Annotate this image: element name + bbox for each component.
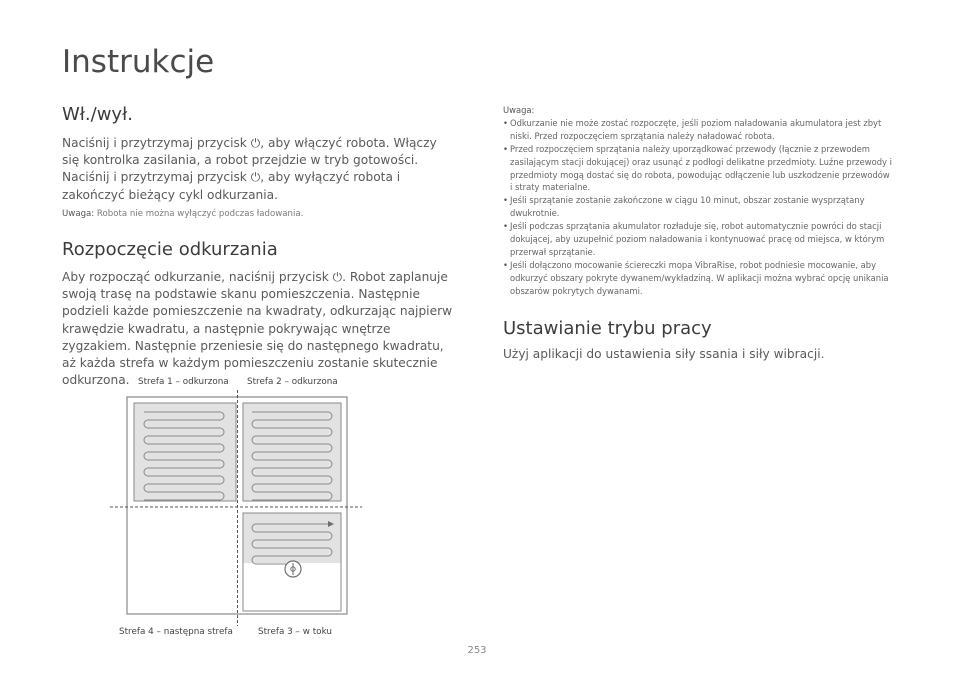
start-cleaning-paragraph bbox=[62, 269, 456, 389]
power-icon: ⏻ bbox=[250, 136, 261, 150]
zone-2-label: Strefa 2 – odkurzona bbox=[247, 377, 338, 387]
on-off-text-1: Naciśnij i przytrzymaj przycisk bbox=[62, 136, 251, 150]
power-icon: ⏻ bbox=[332, 270, 343, 284]
zone-4-label: Strefa 4 – następna strefa bbox=[119, 627, 233, 637]
notes-label: Uwaga: bbox=[503, 105, 535, 115]
on-off-paragraph bbox=[62, 135, 454, 204]
note-item: • Jeśli dołączono mocowanie ściereczki mopa VibraRise, robot podniesie mocowanie, aby odkurzyć obszary pokryte dywanem/wykładziną. W aplikacji można wybrać opcję unikania obszarów pokrytych dywanami. bbox=[503, 259, 893, 298]
heading-start-cleaning: Rozpoczęcie odkurzania bbox=[62, 239, 278, 260]
page-number: 253 bbox=[467, 645, 487, 656]
work-mode-text: Użyj aplikacji do ustawienia siły ssania i siły wibracji. bbox=[503, 347, 825, 361]
zone-1-label: Strefa 1 – odkurzona bbox=[138, 377, 229, 387]
on-off-text-2: , aby włączyć robota. Włączy się kontrolka zasilania, a robot przejdzie w tryb gotowości. Naciśnij i przytrzymaj przycisk bbox=[62, 136, 437, 185]
note-item: • Jeśli sprzątanie zostanie zakończone w ciągu 10 minut, obszar zostanie wysprzątany dwukrotnie. bbox=[503, 194, 893, 220]
notes-block bbox=[503, 104, 893, 298]
cleaning-zones-diagram bbox=[110, 390, 362, 626]
start-text-1: Aby rozpocząć odkurzanie, naciśnij przycisk bbox=[62, 270, 333, 284]
power-icon: ⏻ bbox=[250, 170, 261, 185]
start-text-2: . Robot zaplanuje swoją trasę na podstawie skanu pomieszczenia. Następnie podzieli każde pomieszczenie na kwadraty, odkurzając najpierw krawędzie kwadratu, a następnie pokrywając wnętrze zygzakiem. Następnie przeniesie się do następnego kwadratu, aż każda strefa w każdym pomieszczeniu zostanie skutecznie odkurzona. bbox=[62, 270, 453, 388]
heading-work-mode: Ustawianie trybu pracy bbox=[503, 318, 712, 339]
note-label: Uwaga: bbox=[62, 209, 95, 219]
note-item: • Jeśli podczas sprzątania akumulator rozładuje się, robot automatycznie powróci do stacji dokującej, aby uzupełnić poziom naładowania i kontynuować pracę od miejsca, w którym przerwał sprzątanie. bbox=[503, 220, 893, 259]
on-off-text-3: , aby wyłączyć robota i zakończyć bieżący cykl odkurzania. bbox=[62, 170, 401, 202]
note-text: Robota nie można wyłączyć podczas ładowania. bbox=[94, 209, 304, 219]
notes-list bbox=[503, 117, 893, 298]
heading-on-off: Wł./wył. bbox=[62, 104, 133, 125]
note-item: • Odkurzanie nie może zostać rozpoczęte, jeśli poziom naładowania akumulatora jest zbyt niski. Przed rozpoczęciem sprzątania należy naładować robota. bbox=[503, 117, 893, 143]
note-item: • Przed rozpoczęciem sprzątania należy uporządkować przewody (łącznie z przewodem zasilającym stacji dokującej) oraz usunąć z podłogi delikatne przedmioty. Luźne przewody i przedmioty mogą dostać się do robota, powodując odłączenie lub uszkodzenie przewodów i straty materialne. bbox=[503, 143, 893, 195]
zone-3-label: Strefa 3 – w toku bbox=[258, 627, 332, 637]
on-off-note bbox=[62, 209, 303, 219]
page-title: Instrukcje bbox=[62, 44, 215, 80]
